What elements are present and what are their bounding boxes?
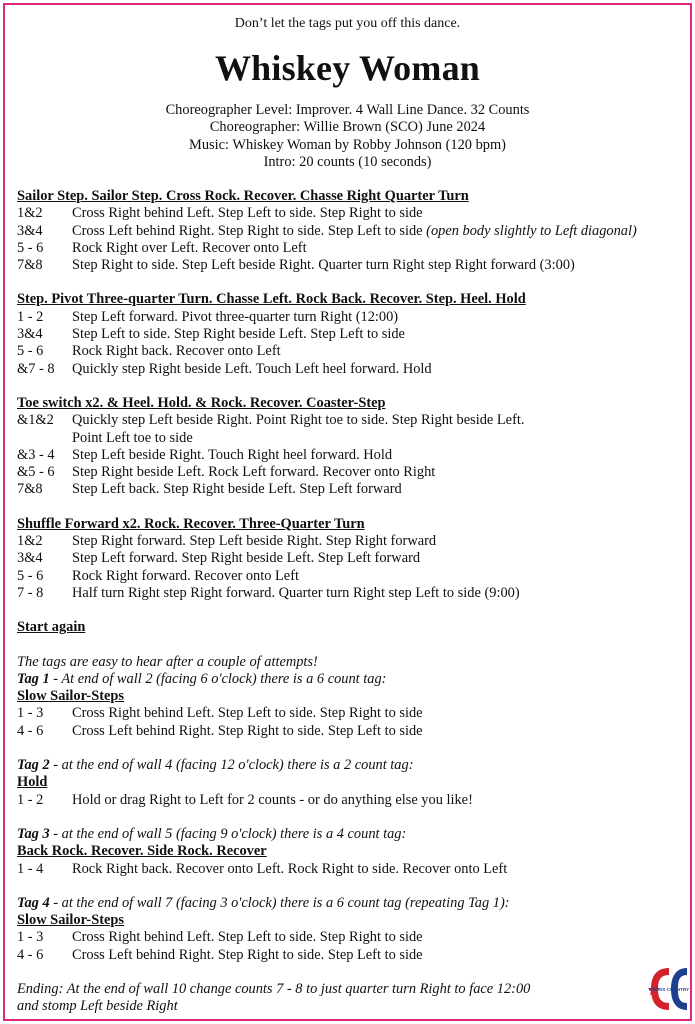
- step-text: Quickly step Left beside Right. Point Right toe to side. Step Right beside Left.: [72, 412, 525, 429]
- step-count: 1 - 3: [17, 705, 44, 722]
- step-row: [17, 861, 689, 878]
- tag-desc: - At end of wall 2 (facing 6 o'clock) there is a 6 count tag:: [49, 670, 387, 687]
- start-again: Start again: [17, 619, 86, 636]
- step-row: [17, 412, 689, 429]
- step-text: Rock Right back. Recover onto Left. Rock Right to side. Recover onto Left: [72, 860, 508, 877]
- tag-heading: [17, 895, 689, 912]
- tag-name: Tag 2: [17, 757, 50, 774]
- step-row: [17, 257, 689, 274]
- step-count: 1 - 4: [17, 860, 44, 877]
- step-text: Step Left to side. Step Right beside Left. Step Left to side: [72, 326, 405, 343]
- step-count: 3&4: [17, 326, 43, 343]
- step-count: 4 - 6: [17, 946, 44, 963]
- tag-title: Slow Sailor-Steps: [17, 912, 125, 929]
- step-count: &1&2: [17, 412, 54, 429]
- tag-desc: - at the end of wall 7 (facing 3 o'clock) there is a 6 count tag (repeating Tag 1):: [49, 894, 510, 911]
- step-row: [17, 705, 689, 722]
- dance-info: [5, 102, 690, 172]
- section-4: [17, 516, 689, 602]
- intro-line: Intro: 20 counts (10 seconds): [263, 154, 432, 171]
- step-count: 7&8: [17, 481, 43, 498]
- step-row: [17, 585, 689, 602]
- step-count: 1&2: [17, 205, 43, 222]
- step-count: &7 - 8: [17, 360, 55, 377]
- step-text: Rock Right forward. Recover onto Left: [72, 567, 299, 584]
- step-row: [17, 223, 689, 240]
- level-line: Choreographer Level: Improver. 4 Wall Line Dance. 32 Counts: [165, 102, 530, 118]
- step-count: 1 - 3: [17, 929, 44, 946]
- step-text: Step Right forward. Step Left beside Right. Step Right forward: [72, 533, 437, 550]
- step-text: Cross Right behind Left. Step Left to side. Step Right to side: [72, 205, 423, 222]
- tag-2: [17, 757, 689, 809]
- tag-1: [17, 671, 689, 740]
- section-2: [17, 291, 689, 377]
- section-title: Toe switch x2. & Heel. Hold. & Rock. Recover. Coaster-Step: [17, 394, 386, 411]
- step-count: 1&2: [17, 533, 43, 550]
- ending-line: and stomp Left beside Right: [17, 998, 178, 1015]
- stepsheet: [3, 3, 692, 1021]
- step-text: Step Left beside Right. Touch Right heel forward. Hold: [72, 446, 393, 463]
- dance-title: Whiskey Woman: [214, 48, 480, 88]
- step-row: [17, 361, 689, 378]
- tag-name: Tag 3: [17, 825, 50, 842]
- step-count: 5 - 6: [17, 567, 44, 584]
- step-row: [17, 343, 689, 360]
- step-description: [72, 223, 689, 240]
- step-text: Half turn Right step Right forward. Quarter turn Right step Left to side (9:00): [72, 584, 520, 601]
- choreographer-line: Choreographer: Willie Brown (SCO) June 2024: [209, 119, 486, 136]
- steps-body: [17, 188, 689, 1016]
- step-count: 3&4: [17, 222, 43, 239]
- step-count: 3&4: [17, 550, 43, 567]
- step-count: 7&8: [17, 257, 43, 274]
- tag-4: [17, 895, 689, 964]
- step-text: Cross Right behind Left. Step Left to side. Step Right to side: [72, 705, 423, 722]
- step-row: [17, 723, 689, 740]
- step-row: [17, 929, 689, 946]
- tag-title: Back Rock. Recover. Side Rock. Recover: [17, 843, 267, 860]
- step-text: Step Right beside Left. Rock Left forward. Recover onto Right: [72, 464, 436, 481]
- step-text: Cross Left behind Right. Step Right to side. Step Left to side: [72, 222, 427, 239]
- step-text: Step Left forward. Step Right beside Left. Step Left forward: [72, 550, 421, 567]
- step-row: [17, 481, 689, 498]
- section-3: [17, 395, 689, 499]
- step-row: [17, 792, 689, 809]
- step-count: 4 - 6: [17, 722, 44, 739]
- music-line: Music: Whiskey Woman by Robby Johnson (120 bpm): [189, 136, 506, 153]
- ending-line: Ending: At the end of wall 10 change counts 7 - 8 to just quarter turn Right to face 12:00: [17, 980, 531, 997]
- logo-text: CROSS COUNTRY: [648, 987, 690, 992]
- step-row: [17, 240, 689, 257]
- step-text: Quickly step Right beside Left. Touch Left heel forward. Hold: [72, 360, 432, 377]
- step-count: 1 - 2: [17, 791, 44, 808]
- tagline: Don’t let the tags put you off this dance.: [234, 16, 461, 31]
- step-text: Hold or drag Right to Left for 2 counts - or do anything else you like!: [72, 791, 473, 808]
- tag-name: Tag 4: [17, 894, 50, 911]
- step-row: [17, 550, 689, 567]
- tag-desc: - at the end of wall 4 (facing 12 o'clock) there is a 2 count tag:: [49, 757, 414, 774]
- tag-title: Hold: [17, 774, 48, 791]
- cross-country-logo: [645, 960, 693, 1018]
- section-title: Sailor Step. Sailor Step. Cross Rock. Recover. Chasse Right Quarter Turn: [17, 188, 469, 204]
- section-title: Shuffle Forward x2. Rock. Recover. Three-Quarter Turn: [17, 515, 365, 532]
- step-count: 1 - 2: [17, 308, 44, 325]
- step-row: [17, 568, 689, 585]
- step-count: &3 - 4: [17, 446, 55, 463]
- step-text: Step Left back. Step Right beside Left. Step Left forward: [72, 481, 402, 498]
- ending-note: [17, 981, 689, 1016]
- step-count: 5 - 6: [17, 239, 44, 256]
- step-text: Step Right to side. Step Left beside Right. Quarter turn Right step Right forward (3:00): [72, 257, 575, 274]
- step-text: Cross Right behind Left. Step Left to side. Step Right to side: [72, 929, 423, 946]
- step-text: Step Left forward. Pivot three-quarter turn Right (12:00): [72, 308, 399, 325]
- step-text: Cross Left behind Right. Step Right to side. Step Left to side: [72, 946, 423, 963]
- step-text: Cross Left behind Right. Step Right to side. Step Left to side: [72, 722, 423, 739]
- tag-heading: [17, 757, 689, 774]
- step-text: Rock Right back. Recover onto Left: [72, 343, 281, 360]
- section-1: [17, 188, 689, 274]
- tag-3: [17, 826, 689, 878]
- step-count: 7 - 8: [17, 584, 44, 601]
- step-text: Rock Right over Left. Recover onto Left: [72, 239, 307, 256]
- step-row: [17, 326, 689, 343]
- step-row: [17, 947, 689, 964]
- step-row: [17, 464, 689, 481]
- tag-desc: - at the end of wall 5 (facing 9 o'clock) there is a 4 count tag:: [49, 825, 407, 842]
- step-row: [17, 309, 689, 326]
- tag-heading: [17, 826, 689, 843]
- tag-heading: [17, 671, 689, 688]
- step-continuation: Point Left toe to side: [72, 429, 193, 446]
- step-note: (open body slightly to Left diagonal): [426, 222, 637, 239]
- section-title: Step. Pivot Three-quarter Turn. Chasse Left. Rock Back. Recover. Step. Heel. Hold: [17, 291, 526, 308]
- step-row: [17, 205, 689, 222]
- step-count: &5 - 6: [17, 464, 55, 481]
- tag-title: Slow Sailor-Steps: [17, 688, 125, 705]
- step-row: [17, 533, 689, 550]
- tag-name: Tag 1: [17, 670, 50, 687]
- tags-intro: The tags are easy to hear after a couple of attempts!: [17, 653, 318, 670]
- step-count: 5 - 6: [17, 343, 44, 360]
- step-row: [17, 447, 689, 464]
